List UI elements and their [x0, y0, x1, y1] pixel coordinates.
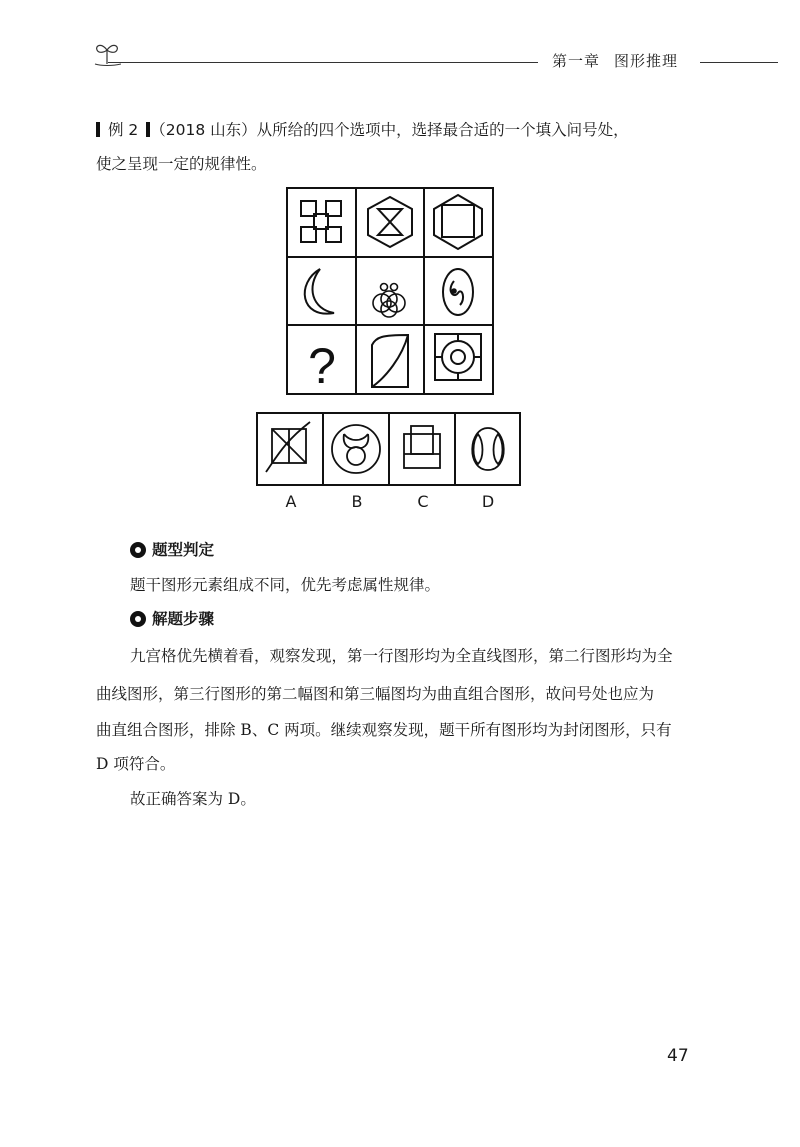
cell-cross-squares	[301, 201, 341, 242]
tag-bar-left	[96, 122, 100, 137]
puzzle-grid	[286, 187, 494, 395]
header-rule-left	[108, 62, 538, 63]
pen-icon	[130, 611, 146, 627]
question-tag: 例 2	[108, 121, 139, 139]
section-type-heading	[130, 538, 214, 560]
cell-question-mark: ?	[308, 338, 336, 394]
chapter-title: 图形推理	[614, 52, 679, 70]
steps-line-1: 九宫格优先横着看，观察发现，第一行图形均为全直线图形，第二行图形均为全	[130, 647, 673, 665]
header-rule-right	[700, 62, 778, 63]
section-steps-title: 解题步骤	[152, 610, 215, 628]
option-c-figure	[404, 426, 440, 468]
option-label-b: B	[351, 492, 363, 511]
page-number: 47	[667, 1046, 689, 1066]
answer-line: 故正确答案为 D。	[130, 790, 256, 808]
cell-hexagon-hourglass	[368, 197, 412, 247]
option-labels	[256, 492, 521, 512]
option-a-figure	[266, 422, 310, 472]
question-source: （2018 山东）	[150, 121, 257, 139]
bulb-icon	[130, 542, 146, 558]
steps-line-4: D 项符合。	[96, 755, 176, 773]
cell-square-curve	[372, 335, 408, 387]
cell-hexagon-square	[434, 195, 482, 249]
chapter-number: 第一章	[552, 52, 601, 70]
question-line-1	[96, 118, 629, 140]
steps-line-2: 曲线图形，第三行图形的第二幅图和第三幅图均为曲直组合图形，故问号处也应为	[96, 685, 655, 703]
option-label-d: D	[481, 492, 495, 511]
section-type-title: 题型判定	[152, 541, 215, 559]
cell-square-circles	[435, 334, 481, 380]
section-steps-heading	[130, 607, 214, 629]
option-label-c: C	[417, 492, 429, 511]
question-line-2	[96, 152, 267, 174]
cell-oval-squiggle	[443, 269, 473, 315]
chapter-heading	[552, 50, 692, 71]
question-text-1: 从所给的四个选项中，选择最合适的一个填入问号处，	[256, 121, 629, 139]
cell-overlap-circles	[373, 284, 405, 318]
question-text-2: 使之呈现一定的规律性。	[96, 155, 267, 173]
cell-crescent	[305, 269, 334, 314]
option-b-figure	[332, 425, 380, 473]
options-row	[256, 412, 521, 486]
option-d-figure	[472, 428, 504, 470]
steps-line-3: 曲直组合图形，排除 B、C 两项。继续观察发现，题干所有图形均为封闭图形，只有	[96, 721, 672, 739]
section-type-text: 题干图形元素组成不同，优先考虑属性规律。	[130, 576, 441, 594]
option-label-a: A	[285, 492, 297, 511]
